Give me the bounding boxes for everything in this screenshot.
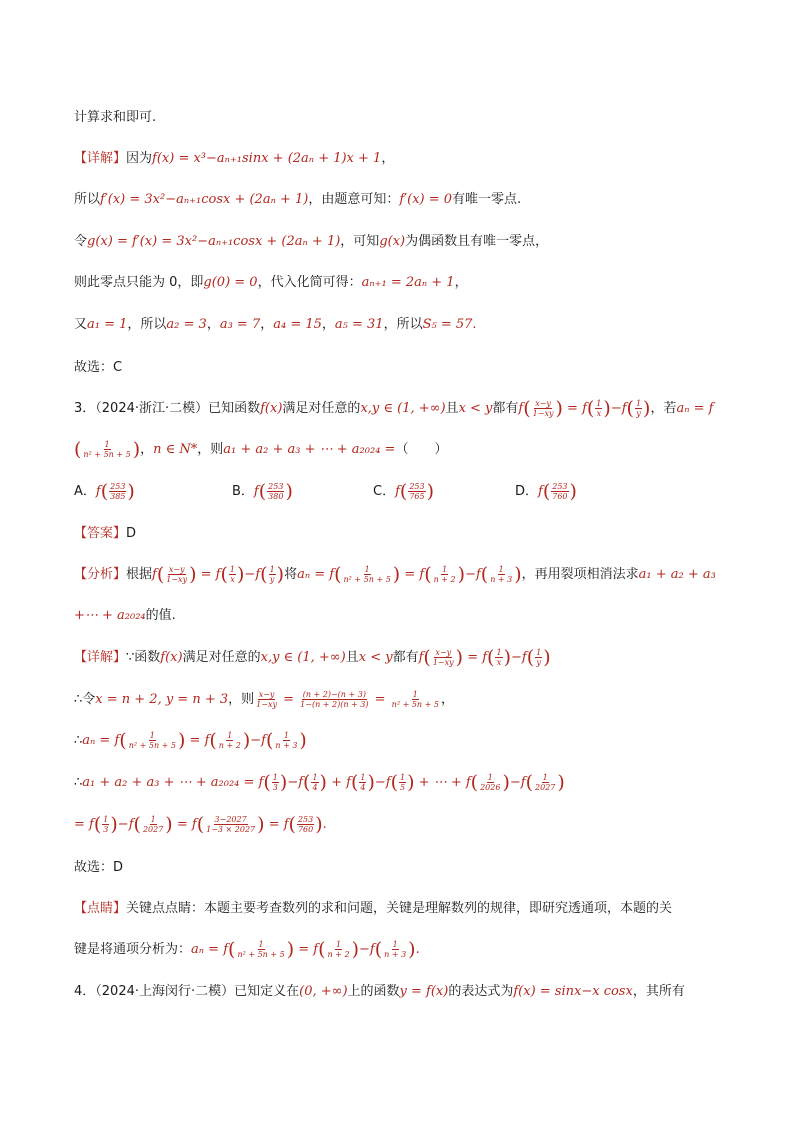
text-line [74,108,734,128]
question-text: ， [140,442,154,457]
text-line: 故选：D [74,860,124,875]
question-text: ，则 [197,442,224,457]
detail-line-3: ∴aₙ = f( $\frac{1}{\text{n² + 5n + 5}}$ ) = f( $\frac{1}{n + 2}$ )−f( $\frac{1}{n + 3}$ ) [74,729,307,752]
math: a₂ = 3 [166,317,207,332]
label-tag: 【分析】 [74,567,127,582]
detail-line-2: ∴令x = n + 2, y = n + 3，则 $\frac{x-y}{1-xy}$ = $\frac{(n + 2)-(n + 3)}{1-(n + 2)(n + 3)}$ = $\frac{1}{\text{n² + 5n + 5}}$ ， [74,690,454,709]
analysis-line-1: 【分析】根据f( $\frac{x-y}{1-xy}$ ) = f( $\frac{1}{x}$ )−f( $\frac{1}{y}$ )将aₙ = f( $\frac{1}{\text{n² + 5n + 5}}$ ) = f( $\frac{1}{n + 2}$ )−f( $\frac{1}{n + 3}$ )，再用裂项相消法求a₁ + a₂ + a₃ [74,563,716,586]
line-text: 则此零点只能为 0，即 [74,275,204,290]
math: f′(x) = 0 [399,192,453,207]
math: a₅ = 31 [334,317,384,332]
line-text: ， [381,151,395,166]
question-text: 满足对任意的 [282,401,361,416]
question-text: ，若 [650,401,677,416]
key-point-line-2: 键是将通项分析为：aₙ = f( $\frac{1}{\text{n² + 5n + 5}}$ ) = f( $\frac{1}{n + 2}$ )−f( $\frac{1}{n + 3}$ ). [74,938,420,961]
math: a₄ = 15 [273,317,322,332]
question-3-line-2 [74,440,734,460]
line-text: ，由题意可知： [308,192,400,207]
text-line [74,149,734,169]
text-line [74,232,734,252]
math: a₃ = 7 [219,317,261,332]
option-b[interactable]: B．f( $\frac{253}{380}$ ) [232,480,293,503]
line-text: ，所以 [127,317,167,332]
detail-line-5: = f( $\frac{1}{3}$ )−f( $\frac{1}{2027}$ ) = f( $\frac{3-2027}{1-3 \times 2027}$ ) = f( $\frac{253}{760}$ ). [74,813,327,836]
math: g(x) [379,234,406,249]
line-text: 故选：C [74,360,123,375]
math: f(x) [260,401,283,416]
option-a[interactable]: A．f( $\frac{253}{385}$ ) [74,480,135,503]
answer-value: D [126,526,137,541]
analysis-line-2: +⋯ + a₂₀₂₄的值. [74,608,176,623]
math: x,y ∈ (1, +∞) [360,401,446,416]
line-text: ， [454,275,468,290]
question-4-line-1: 4．（2024·上海闵行·二模）已知定义在(0, +∞)上的函数y = f(x)的表达式为f(x) = sinx−x cosx，其所有 [74,984,685,999]
line-text: 有唯一零点. [452,192,522,207]
question-text: 都有 [492,401,519,416]
label-tag: 【详解】 [74,650,127,665]
detail-line-1: 【详解】∵函数f(x)满足对任意的x,y ∈ (1, +∞)且x < y都有f( $\frac{x-y}{1-xy}$ ) = f( $\frac{1}{x}$ )−f( $\frac{1}{y}$ ) [74,646,551,669]
line-text: 令 [74,234,88,249]
math: n ∈ N* [153,442,198,457]
question-text: （ ） [395,442,448,457]
text-line [74,190,734,210]
math: f′(x) = 3x²−aₙ₊₁cosx + (2aₙ + 1) [100,192,309,207]
option-c[interactable]: C．f( $\frac{253}{765}$ ) [373,480,435,503]
math: a₁ + a₂ + a₃ + ⋯ + a₂₀₂₄ = [223,442,396,457]
text-line [74,273,734,293]
detail-line-4: ∴a₁ + a₂ + a₃ + ⋯ + a₂₀₂₄ = f( $\frac{1}{3}$ )−f( $\frac{1}{4}$ ) + f( $\frac{1}{4}$ )−f( $\frac{1}{5}$ ) + ⋯ + f( $\frac{1}{2026}$ )−f( $\frac{1}{2027}$ ) [74,771,565,794]
line-text: 因为 [126,151,153,166]
text-line [74,358,734,378]
label-tag: 【点睛】 [74,901,127,916]
math: a₁ = 1 [87,317,128,332]
math: f(x) = x³−aₙ₊₁sinx + (2aₙ + 1)x + 1 [152,151,382,166]
line-text: ，所以 [383,317,423,332]
math: S₅ = 57. [422,317,477,332]
math-expression: ( $\frac{1}{\text{n² + 5n + 5}}$ ) [74,438,141,461]
answer-line [74,524,734,544]
question-3-line-1 [74,399,734,419]
math-expression: f( $\frac{x-y}{1-xy}$ ) = f( $\frac{1}{x}$ )−f( $\frac{1}{y}$ ) [518,397,651,420]
line-text: ，代入化简可得： [257,275,362,290]
math: aₙ₊₁ = 2aₙ + 1 [361,275,455,290]
line-text: 所以 [74,192,101,207]
line-text: 为偶函数且有唯一零点， [405,234,549,249]
math: g(0) = 0 [203,275,258,290]
line-text: ，可知 [340,234,380,249]
question-text: 且 [445,401,459,416]
line-text: 又 [74,317,88,332]
math: x < y [458,401,493,416]
key-point-line-1: 【点睛】关键点点睛：本题主要考查数列的求和问题，关键是理解数列的规律，即研究透通项，本题的关 [74,901,673,916]
line-text: 计算求和即可. [74,110,157,125]
math: g(x) = f′(x) = 3x²−aₙ₊₁cosx + (2aₙ + 1) [87,234,341,249]
label-tag: 【答案】 [74,526,127,541]
math: aₙ = f [676,401,714,416]
question-text: 3．（2024·浙江·二模）已知函数 [74,401,261,416]
label-tag: 【详解】 [74,151,127,166]
option-d[interactable]: D．f( $\frac{253}{760}$ ) [515,480,577,503]
text-line: 又a₁ = 1，所以a₂ = 3，a₃ = 7，a₄ = 15，a₅ = 31，所以S₅ = 57. [74,317,477,332]
